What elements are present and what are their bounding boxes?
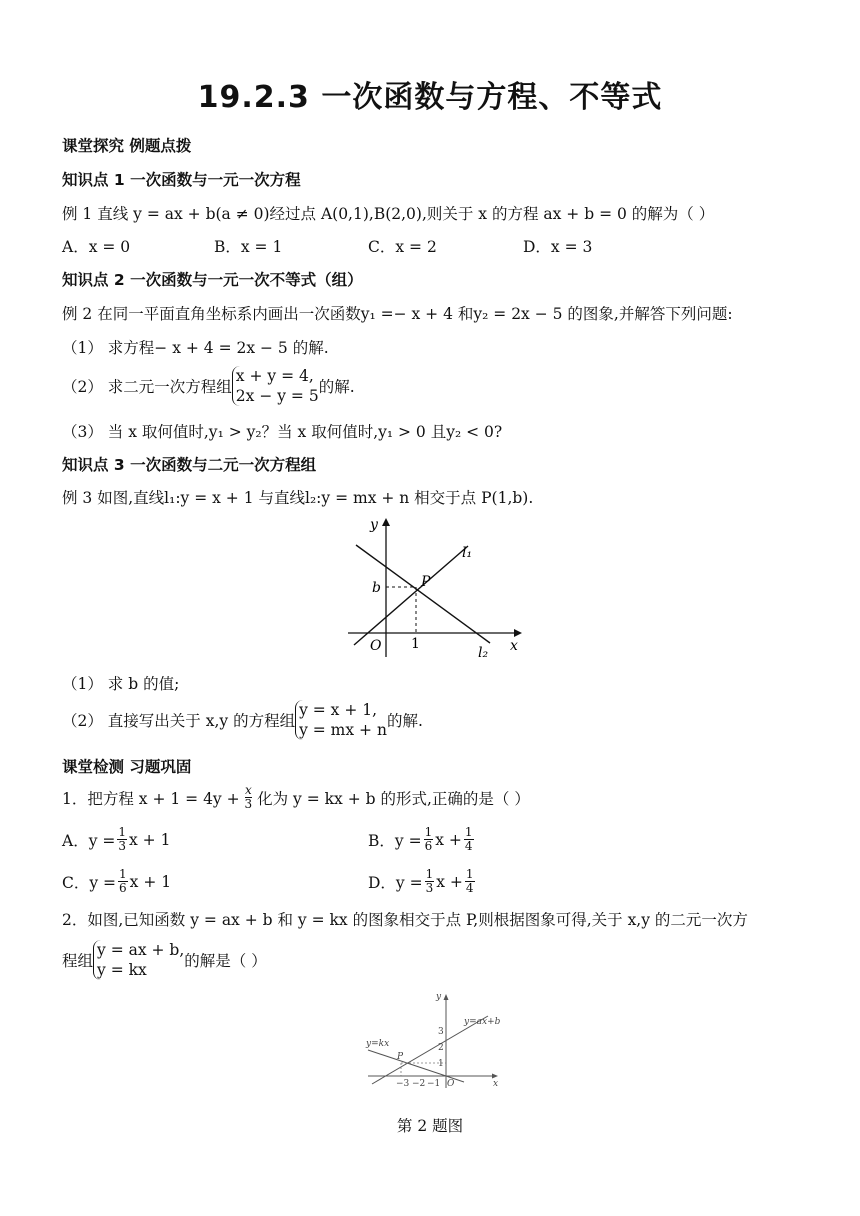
ex1-option-d: D．x = 3 (523, 238, 593, 256)
p2-y-label: y (436, 992, 442, 1002)
p2-equation-system (93, 940, 184, 980)
p2-point-p-label: P (397, 1052, 404, 1062)
ex2-question-1: （1） 求方程− x + 4 = 2x − 5 的解. (62, 339, 329, 357)
p2-line-kx (368, 1050, 464, 1082)
p1-frac-num: x (244, 783, 252, 797)
p2-eq-1: y = ax + b, (97, 941, 185, 959)
fraction-numerator: 1 (118, 825, 127, 839)
problem-2-figure (360, 988, 505, 1093)
p2-ytick-1: 1 (438, 1059, 444, 1069)
example-3-text: 例 3 如图,直线l₁:y = x + 1 与直线l₂:y = mx + n 相交于点 P(1,b). (62, 489, 534, 507)
option-label: D．y = (368, 873, 423, 892)
p1-stem-a: 1．把方程 x + 1 = 4y + (62, 789, 240, 808)
ex2-q2-prefix: （2） 求二元一次方程组 (62, 378, 232, 396)
p2-stem2-suffix: 的解是（ ） (184, 952, 267, 970)
l2-label: l₂ (478, 645, 489, 661)
example-2-text: 例 2 在同一平面直角坐标系内画出一次函数y₁ =− x + 4 和y₂ = 2x − 5 的图象,并解答下列问题: (62, 305, 733, 323)
option-middle: x + (436, 872, 463, 891)
fraction-denominator: 3 (425, 881, 434, 895)
example-1-text: 例 1 直线 y = ax + b(a ≠ 0)经过点 A(0,1),B(2,0),则关于 x 的方程 ax + b = 0 的解为（ ） (62, 205, 715, 223)
option-middle: x + 1 (129, 872, 172, 891)
problem-2-stem: 2．如图,已知函数 y = ax + b 和 y = kx 的图象相交于点 P,则根据图象可得,关于 x,y 的二元一次方 (62, 911, 748, 929)
fraction-numerator: 1 (119, 867, 127, 881)
x-axis-arrow (514, 629, 522, 637)
fraction (424, 826, 434, 853)
fraction-numerator: 1 (425, 867, 434, 881)
option-label: C．y = (62, 873, 117, 892)
ex2-question-3: （3） 当 x 取何值时,y₁ > y₂？当 x 取何值时,y₁ > 0 且y₂ < 0? (62, 423, 503, 441)
ex3-question-2 (62, 700, 423, 740)
ex2-question-2 (62, 366, 355, 406)
knowledge-point-3-heading: 知识点 3 一次函数与二元一次方程组 (62, 456, 317, 474)
ex1-option-c: C．x = 2 (368, 238, 437, 256)
p2-y-axis-arrow (444, 994, 449, 1000)
x-axis-label: x (510, 638, 518, 654)
p2-eq-2: y = kx (97, 961, 147, 979)
fraction (118, 868, 128, 895)
ex2-q2-suffix: 的解. (318, 378, 355, 396)
p1-option-a (62, 826, 170, 853)
ex3-q2-prefix: （2） 直接写出关于 x,y 的方程组 (62, 712, 296, 730)
fraction-numerator: 1 (464, 825, 473, 839)
fraction-numerator: 1 (465, 867, 474, 881)
fraction-denominator: 6 (424, 839, 433, 853)
knowledge-point-1-heading: 知识点 1 一次函数与一元一次方程 (62, 171, 301, 189)
fraction (464, 826, 474, 853)
p1-option-d (368, 868, 477, 895)
p1-fraction (245, 784, 253, 811)
l1-label: l₁ (462, 545, 473, 561)
ex1-option-b: B．x = 1 (214, 238, 283, 256)
fraction (425, 868, 435, 895)
ex3-eq-1: y = x + 1, (299, 701, 378, 719)
p2-line2-label: y=kx (366, 1039, 390, 1049)
p2-line1-label: y=ax+b (464, 1017, 501, 1027)
section-heading-explore: 课堂探究 例题点拨 (62, 137, 192, 155)
one-label: 1 (411, 636, 420, 652)
problem-2-stem-line2 (62, 940, 267, 980)
fraction-denominator: 4 (465, 881, 474, 895)
option-middle: x + (435, 830, 462, 849)
ex3-equation-system (295, 700, 387, 740)
ex2-eq-2: 2x − y = 5 (235, 387, 319, 405)
y-axis-arrow (382, 518, 390, 526)
p1-option-c (62, 868, 171, 895)
problem-1-stem (62, 784, 530, 811)
ex2-eq-1: x + y = 4, (235, 367, 314, 385)
p2-xtick-neg3: −3 (396, 1079, 410, 1089)
p2-x-label: x (493, 1079, 499, 1089)
knowledge-point-2-heading: 知识点 2 一次函数与一元一次不等式（组） (62, 271, 363, 289)
fraction-denominator: 4 (464, 839, 473, 853)
fraction (117, 826, 127, 853)
ex3-q2-suffix: 的解. (386, 712, 423, 730)
ex1-option-a: A．x = 0 (62, 238, 131, 256)
ex3-question-1: （1） 求 b 的值; (62, 675, 180, 693)
p2-x-axis-arrow (492, 1074, 498, 1079)
ex2-equation-system (232, 366, 319, 406)
option-label: B．y = (368, 831, 422, 850)
example-3-figure (340, 512, 530, 662)
y-axis-label: y (370, 517, 378, 533)
fraction-numerator: 1 (424, 825, 433, 839)
fraction-denominator: 6 (119, 881, 127, 895)
p2-ytick-3: 3 (438, 1027, 444, 1037)
p2-ytick-2: 2 (438, 1043, 444, 1053)
problem-2-figure-caption: 第 2 题图 (396, 1117, 464, 1135)
p1-stem-b: 化为 y = kx + b 的形式,正确的是（ ） (257, 789, 530, 808)
fraction (465, 868, 475, 895)
b-label: b (372, 580, 381, 596)
page-title: 19.2.3 一次函数与方程、不等式 (197, 80, 663, 115)
p2-origin-label: O (447, 1079, 455, 1089)
p2-xtick-neg1: −1 (427, 1079, 441, 1089)
option-middle: x + 1 (129, 830, 171, 849)
section-heading-check: 课堂检测 习题巩固 (62, 758, 192, 776)
p2-xtick-neg2: −2 (412, 1079, 426, 1089)
point-p-label: P (421, 574, 431, 590)
origin-label: O (370, 638, 382, 654)
ex3-eq-2: y = mx + n (299, 721, 387, 739)
p2-stem2-prefix: 程组 (62, 952, 94, 970)
p1-option-b (368, 826, 476, 853)
p1-frac-den: 3 (244, 797, 253, 811)
option-label: A．y = (62, 831, 116, 850)
fraction-denominator: 3 (118, 839, 127, 853)
